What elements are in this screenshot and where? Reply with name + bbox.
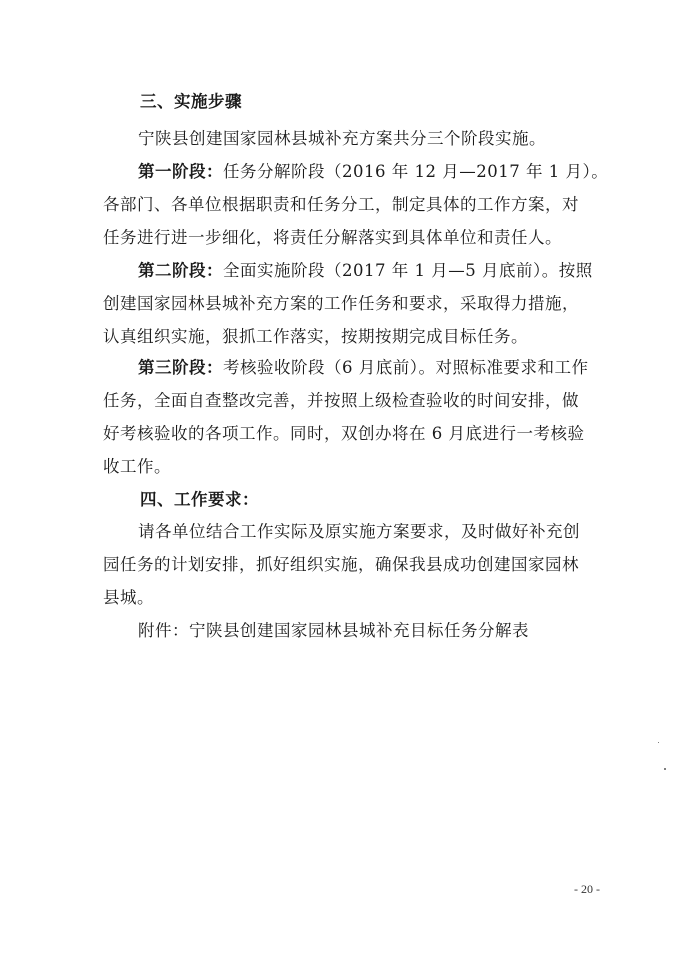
scan-speck	[658, 742, 659, 743]
section-4-line-1: 请各单位结合工作实际及原实施方案要求，及时做好补充创	[138, 522, 580, 541]
stage-2-title: 全面实施阶段（2017 年 1 月—5 月底前）。按照	[223, 261, 593, 280]
stage-1-title: 任务分解阶段（2016 年 12 月—2017 年 1 月）。	[223, 162, 609, 181]
stage-1-line-3: 任务进行进一步细化，将责任分解落实到具体单位和责任人。	[103, 228, 562, 247]
section-4-line-3: 县城。	[103, 588, 154, 607]
section-3-intro: 宁陕县创建国家园林县城补充方案共分三个阶段实施。	[138, 129, 546, 148]
stage-1-line-1	[138, 158, 608, 182]
page-number: - 20 -	[574, 882, 600, 896]
section-4-line-2: 园任务的计划安排，抓好组织实施，确保我县成功创建国家园林	[103, 555, 579, 574]
stage-2-line-3: 认真组织实施，狠抓工作落实，按期按期完成目标任务。	[103, 327, 528, 346]
scan-speck	[664, 768, 666, 770]
section-4-heading: 四、工作要求：	[140, 490, 259, 509]
stage-3-label: 第三阶段：	[138, 358, 223, 377]
stage-3-line-1	[138, 354, 589, 378]
stage-1-line-2: 各部门、各单位根据职责和任务分工，制定具体的工作方案，对	[103, 195, 579, 214]
attachment-line: 附件：宁陕县创建国家园林县城补充目标任务分解表	[138, 621, 529, 640]
stage-3-line-4: 收工作。	[103, 457, 171, 476]
stage-1-label: 第一阶段：	[138, 162, 223, 181]
stage-2-line-2: 创建国家园林县城补充方案的工作任务和要求，采取得力措施，	[103, 294, 579, 313]
section-3-heading: 三、实施步骤	[140, 92, 242, 111]
stage-3-line-2: 任务，全面自查整改完善，并按照上级检查验收的时间安排，做	[103, 391, 579, 410]
stage-2-label: 第二阶段：	[138, 261, 223, 280]
stage-3-title: 考核验收阶段（6 月底前）。对照标准要求和工作	[223, 358, 589, 377]
stage-2-line-1	[138, 257, 593, 281]
stage-3-line-3: 好考核验收的各项工作。同时，双创办将在 6 月底进行一考核验	[103, 424, 585, 443]
